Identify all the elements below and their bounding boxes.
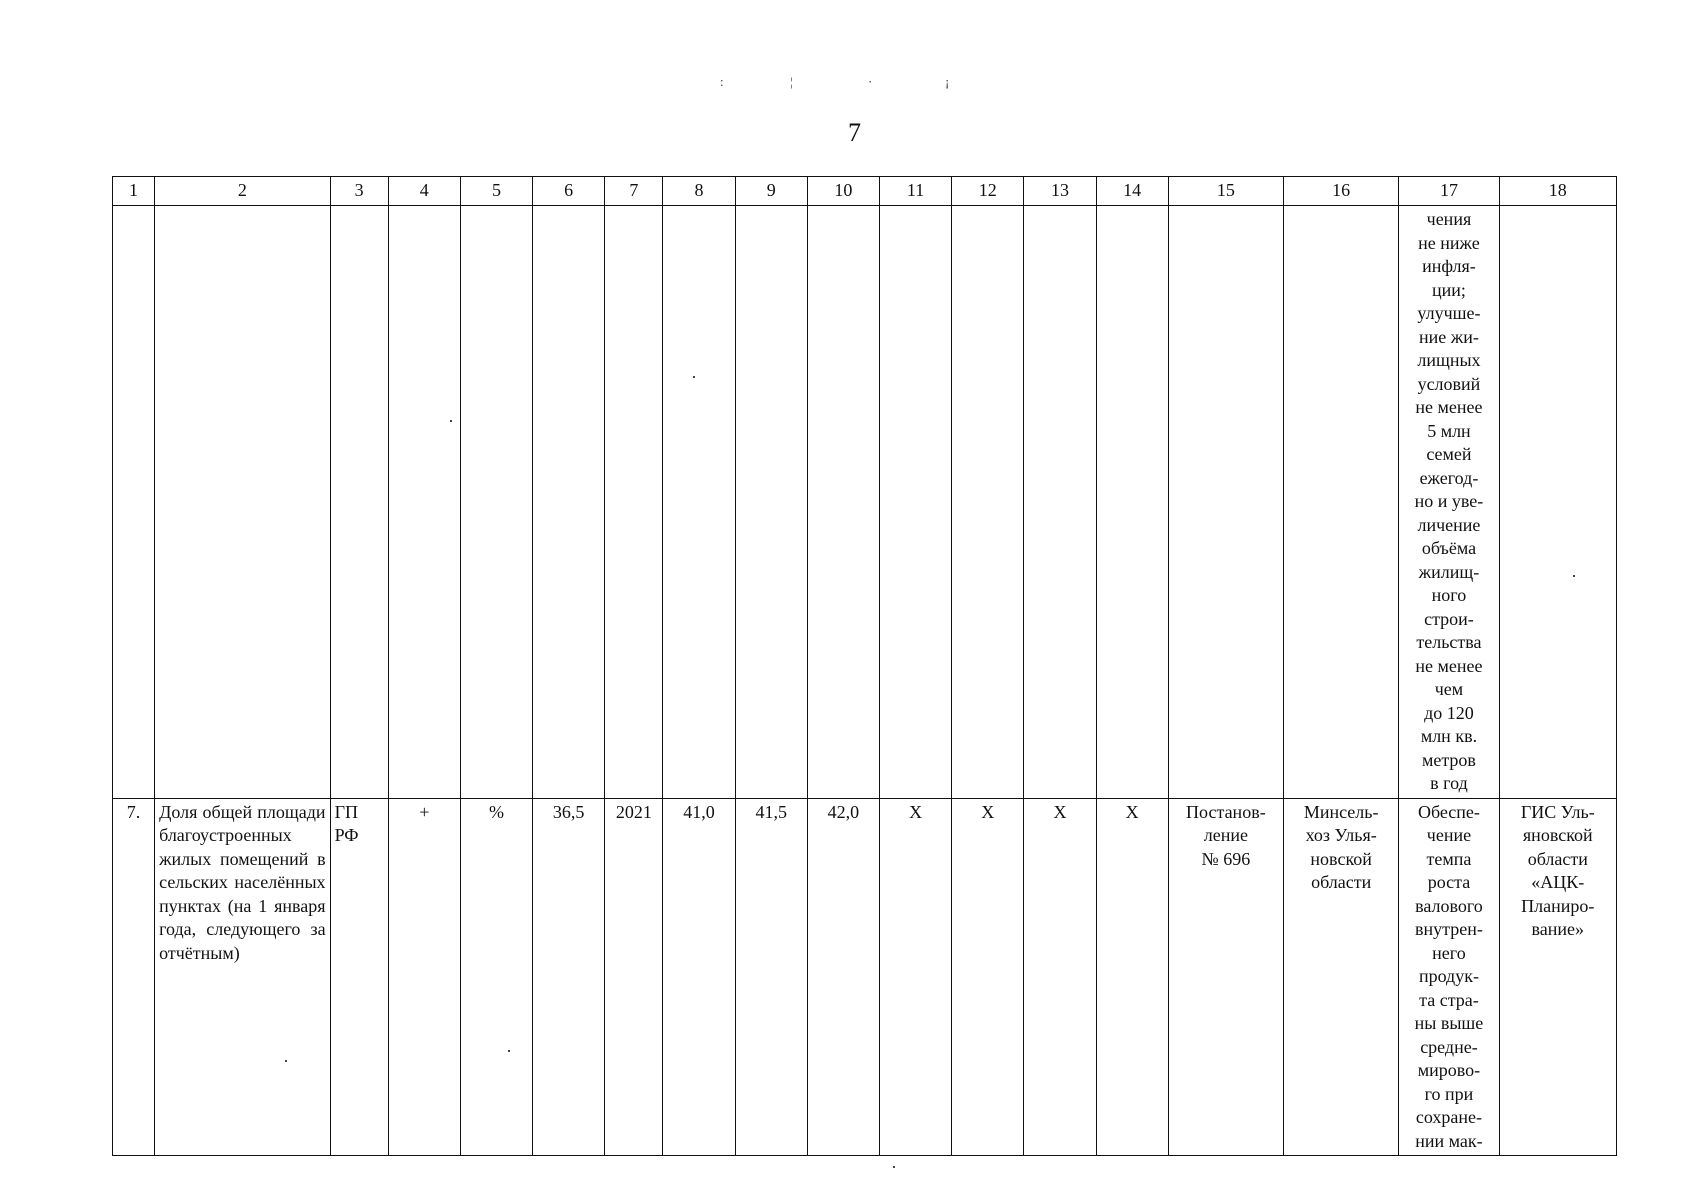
scan-speck [693, 376, 695, 378]
col-number: 8 [663, 177, 735, 206]
value-col8: 41,0 [663, 798, 735, 1156]
table-cell [879, 206, 951, 799]
col-number: 1 [113, 177, 155, 206]
scan-mark: : [720, 74, 724, 89]
value-col13: Х [1024, 798, 1096, 1156]
base-value: 36,5 [533, 798, 605, 1156]
program-level: ГП РФ [330, 798, 388, 1156]
value-col10: 42,0 [807, 798, 879, 1156]
responsible-body: Минсель- хоз Улья- новской области [1284, 798, 1399, 1156]
value-col11: Х [879, 798, 951, 1156]
page-number: 7 [848, 118, 861, 147]
table-cell [1168, 206, 1283, 799]
table-cell [460, 206, 532, 799]
information-system: ГИС Уль- яновской области «АЦК- Планиро- вание» [1499, 798, 1616, 1156]
col-number: 6 [533, 177, 605, 206]
table-cell [1284, 206, 1399, 799]
scan-speck [450, 420, 452, 422]
scan-speck [893, 1166, 895, 1168]
table-cell [735, 206, 807, 799]
col-number: 18 [1499, 177, 1616, 206]
value-col14: Х [1096, 798, 1168, 1156]
base-year: 2021 [605, 798, 663, 1156]
table-cell [330, 206, 388, 799]
col-number: 9 [735, 177, 807, 206]
value-col9: 41,5 [735, 798, 807, 1156]
row-number: 7. [113, 798, 155, 1156]
scan-speck [508, 1050, 510, 1052]
goal-text-continued: чения не ниже инфля- ции; улучше- ние жи- лищных условий не менее 5 млн семей ежегод- но и уве- личение объёма жилищ- ного строи- тельства не менее чем до 120 млн кв. метров в год [1399, 206, 1499, 799]
continued-row [113, 206, 1617, 799]
col-number: 3 [330, 177, 388, 206]
table-cell [952, 206, 1024, 799]
col-number: 4 [388, 177, 460, 206]
col-number: 13 [1024, 177, 1096, 206]
growth-direction: + [388, 798, 460, 1156]
indicator-table [112, 176, 1617, 1156]
col-number: 12 [952, 177, 1024, 206]
col-number: 11 [879, 177, 951, 206]
table-cell [1096, 206, 1168, 799]
scan-mark: ¡ [945, 74, 950, 89]
scan-speck [285, 1060, 287, 1062]
table-cell [663, 206, 735, 799]
unit: % [460, 798, 532, 1156]
col-number: 17 [1399, 177, 1499, 206]
col-number: 7 [605, 177, 663, 206]
table-cell [155, 206, 330, 799]
table-cell [1024, 206, 1096, 799]
national-goal: Обеспе- чение темпа роста валового внутрен- него продук- та стра- ны выше средне- мирово- го при сохране- нии мак- [1399, 798, 1499, 1156]
document-basis: Постанов- ление № 696 [1168, 798, 1283, 1156]
scan-mark: · [868, 74, 873, 89]
table-cell [388, 206, 460, 799]
col-number: 5 [460, 177, 532, 206]
col-number: 16 [1284, 177, 1399, 206]
indicator-row-7 [113, 798, 1617, 1156]
scan-speck [1573, 575, 1575, 577]
table-cell [533, 206, 605, 799]
scan-mark: ¦ [790, 74, 793, 89]
table-cell [807, 206, 879, 799]
table-cell [113, 206, 155, 799]
column-number-row [113, 177, 1617, 206]
col-number: 14 [1096, 177, 1168, 206]
col-number: 15 [1168, 177, 1283, 206]
table-cell [605, 206, 663, 799]
col-number: 2 [155, 177, 330, 206]
table-cell [1499, 206, 1616, 799]
col-number: 10 [807, 177, 879, 206]
indicator-name: Доля общей площади благоустроенных жилых помещений в сельских населённых пунктах (на 1 января года, следующего за отчётным) [155, 798, 330, 1156]
value-col12: Х [952, 798, 1024, 1156]
